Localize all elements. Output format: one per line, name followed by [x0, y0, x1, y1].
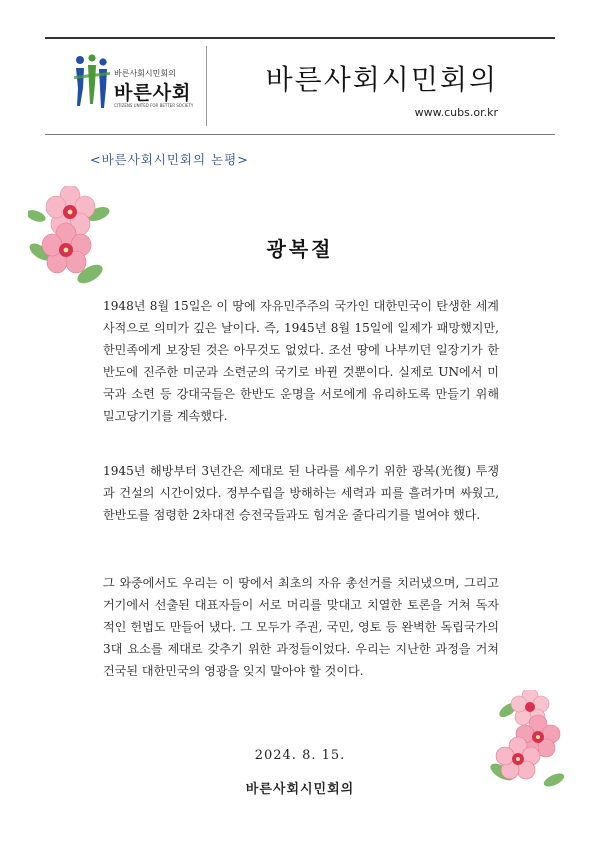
organization-website-link[interactable]: www.cubs.or.kr — [414, 106, 498, 119]
organization-logo — [70, 52, 200, 112]
cubs-logo-figures-icon — [74, 54, 110, 110]
organization-name: 바른사회시민회의 — [265, 63, 498, 96]
body-paragraph-3: 그 와중에서도 우리는 이 땅에서 최초의 자유 총선거를 치러냈으며, 그리고 거기에서 선출된 대표자들이 서로 머리를 맞대고 치열한 토론을 거쳐 독자적인 헌법도 만들어 냈다. 그 모두가 주권, 국민, 영토 등 완벽한 독립국가의 3대 요소를 제대로 갖추기 위한 과정들이었다. 우리는 지난한 과정을 거쳐 건국된 대한민국의 영광을 잊지 말아야 할 것이다. — [103, 576, 499, 678]
header-top-rule — [45, 37, 555, 39]
signature: 바른사회시민회의 — [245, 782, 355, 797]
section-label: <바른사회시민회의 논평> — [90, 152, 249, 167]
mugunghwa-flower-icon — [488, 690, 566, 788]
header-divider — [206, 46, 207, 126]
body-paragraph-1: 1948년 8월 15일은 이 땅에 자유민주주의 국가인 대한민국이 탄생한 세계사적으로 의미가 깊은 날이다. 즉, 1945년 8월 15일에 일제가 패망했지만, 한민족에게 보장된 것은 아무것도 없었다. 조선 땅에 나부끼던 일장기가 한반도에 진주한 미군과 소련군의 국기로 바뀐 것뿐이다. 실제로 UN에서 미국과 소련 등 강대국들은 한반도 운명을 서로에게 유리하도록 만들기 위해 밀고당기기를 계속했다. — [103, 299, 499, 423]
body-paragraph-2: 1945년 해방부터 3년간은 제대로 된 나라를 세우기 위한 광복(光復) 투쟁과 건설의 시간이었다. 정부수립을 방해하는 세력과 피를 흘려가며 싸웠고, 한반도를 점령한 2차대전 승전국들과도 힘겨운 줄다리기를 벌여야 했다. — [103, 464, 499, 522]
logo-main-text: 바른사회 — [114, 82, 192, 104]
logo-small-text: 바른사회시민회의 — [114, 69, 176, 78]
document-title: 광복절 — [266, 237, 334, 261]
logo-tagline: CITIZENS UNITED FOR BETTER SOCIETY — [114, 103, 194, 108]
document-date: 2024. 8. 15. — [254, 748, 346, 763]
header-bottom-rule — [45, 134, 555, 135]
